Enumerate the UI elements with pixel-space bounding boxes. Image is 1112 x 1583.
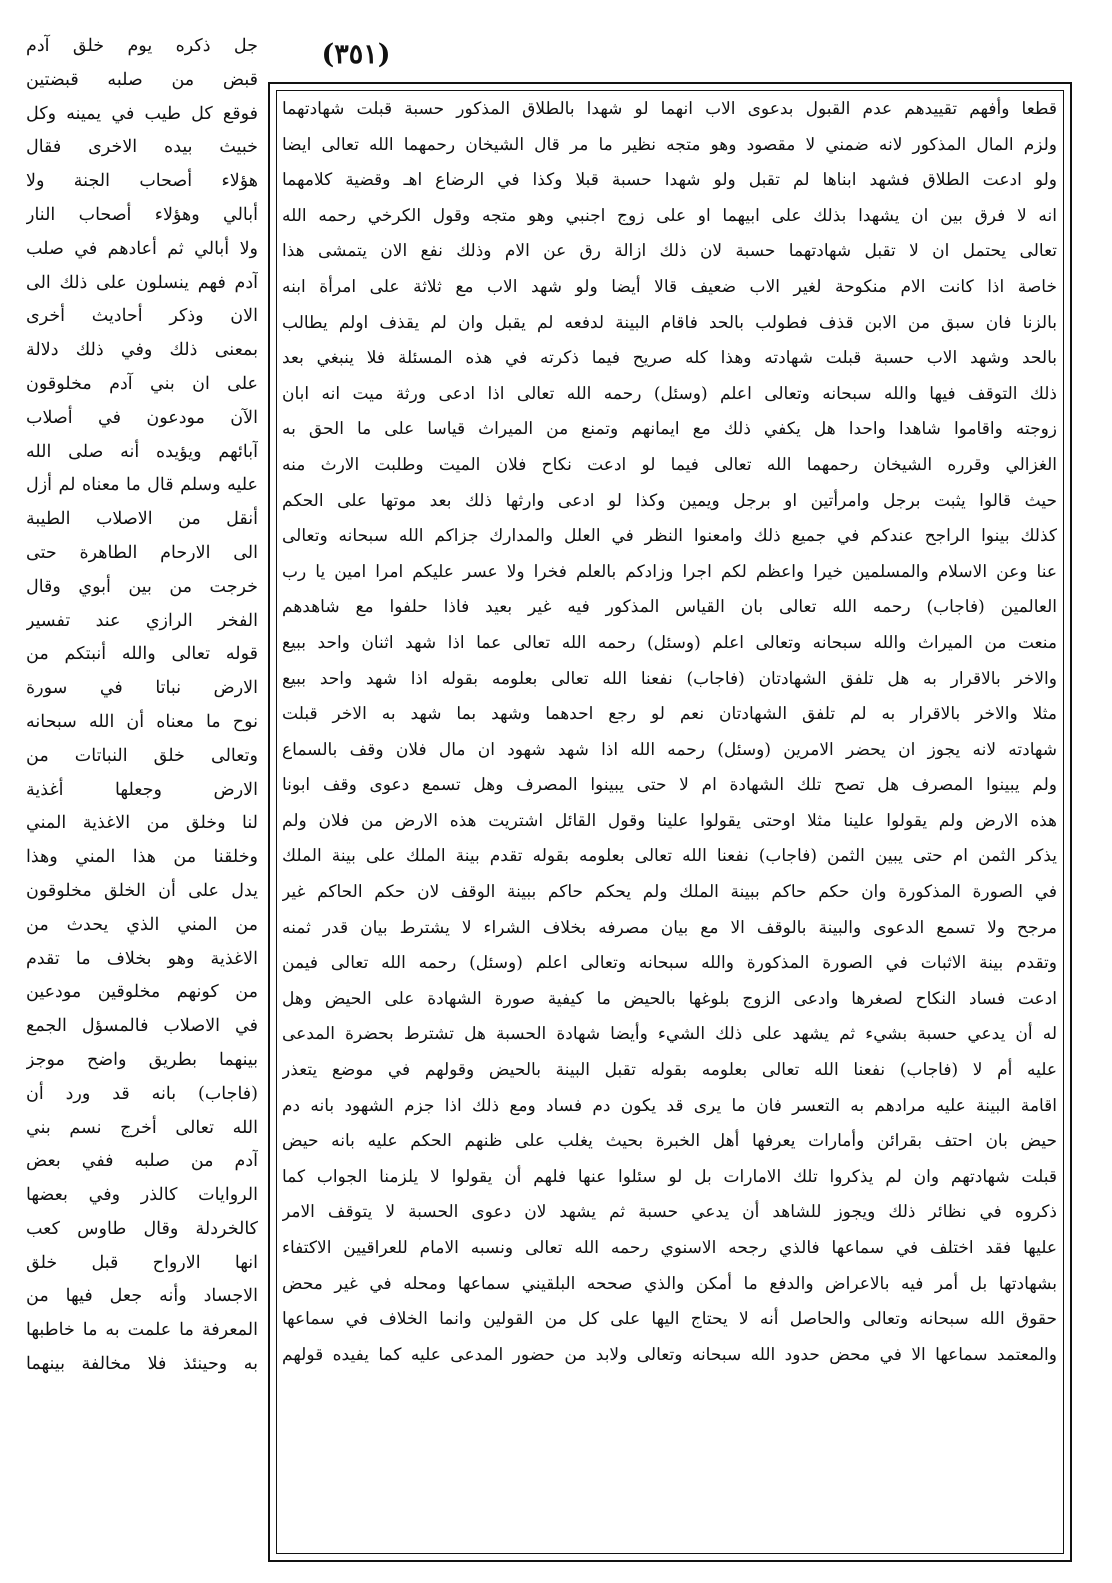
main-text-line: كذلك بينوا الراجح عندكم في جميع ذلك وامعنوا النظر في العلل والمدارك جزاكم الله سبحانه وتعالى — [282, 526, 1057, 547]
side-column-line: المعرفة ما علمت به ما خاطبها — [26, 1320, 258, 1341]
main-text-line: قطعا وأفهم تقييدهم عدم القبول بدعوى الاب انهما لو شهدا بالطلاق المذكور حسبة قبلت شهادتهما — [282, 99, 1057, 119]
page-number: (٣٥١) — [321, 39, 391, 70]
side-column-line: على ان بني آدم مخلوقون — [26, 373, 258, 394]
side-column-line: من كونهم مخلوقين مودعين — [26, 982, 258, 1003]
side-column-line: وتعالى خلق النباتات من — [26, 745, 258, 766]
main-text-line: حيض بان احتف بقرائن وأمارات يعرفها أهل الخبرة بحيث يغلب على ظنهم الحكم عليه بانه حيض — [282, 1131, 1057, 1152]
main-text-line: زوجته واقاموا شاهدا واحدا هل يكفي ذلك مع ايمانهم وتمنع من الميراث قياسا على ما الحق به — [282, 419, 1057, 440]
side-column-line: الروايات كالذر وفي بعضها — [26, 1185, 258, 1206]
side-column-line: الى الارحام الطاهرة حتى — [26, 542, 258, 563]
main-text-line: والمعتمد سماعها الا في محض حدود الله سبحانه وتعالى ولابد من حضور المدعى عليه كما يفيده قولهم — [282, 1344, 1057, 1365]
main-text-line: العالمين (فاجاب) رحمه الله تعالى بان القياس المذكور فيه غير بعيد فاذا حلفوا مع شاهدهم — [282, 597, 1057, 618]
side-column-line: الفخر الرازي عند تفسير — [26, 610, 258, 631]
main-text-line: ذلك التوقف فيها والله سبحانه وتعالى اعلم (وسئل) رحمه الله تعالى اذا ادعى ورثة ميت انه ابان — [282, 383, 1057, 404]
side-column-line: بمعنى ذلك وفي ذلك دلالة — [26, 340, 258, 361]
main-text-line: بشهادتها بل أمر فيه بالاعراض والدفع ما أمكن والذي صححه البلقيني سماعها ومحله في غير محض — [282, 1273, 1057, 1294]
main-text-line: الغزالي وقرره الشيخان رحمهما الله تعالى فيما لو ادعت نكاح فلان الميت وطلبت الارث منه — [282, 454, 1057, 475]
side-column-line: قبض من صلبه قبضتين — [26, 69, 258, 90]
main-text-line — [282, 1373, 1057, 1409]
main-text-line — [282, 1409, 1057, 1445]
main-text-line: تعالى يحتمل ان لا تقبل شهادتهما حسبة لان ذلك ازالة رق عن الام وذلك نفع الان يتمشى هذا — [282, 241, 1057, 262]
main-text-line: بالزنا فان سبق من الابن قذف فطولب بالحد فاقام البينة لدفعه لم يقبل وان لم يقذف اولم يطالب — [282, 312, 1057, 333]
side-column-line: آبائهم ويؤيده أنه صلى الله — [26, 441, 258, 462]
side-column-line: ولا أبالي ثم أعادهم في صلب — [26, 238, 258, 259]
side-column-line: هؤلاء أصحاب الجنة ولا — [26, 171, 258, 192]
main-text-line: اقامة البينة عليه مرادهم به التعسر فان ما يرى قد يكون دم فساد ومع ذلك اذا جزم الشهود بانه دم — [282, 1095, 1057, 1116]
side-column-line: الارض وجعلها أغذية — [26, 779, 258, 800]
main-text-line: هذه الارض ولم يقولوا علينا مثلا اوحتى يقولوا علينا وقول القائل اشتريت هذه الارض من فلان ولم — [282, 810, 1057, 831]
main-text-line: بالحد وشهد الاب حسبة قبلت شهادته وهذا كله صريح فيما ذكرته في هذه المسئلة فلا ينبغي بعد — [282, 348, 1057, 369]
side-column-line: يدل على أن الخلق مخلوقون — [26, 880, 258, 901]
main-text-line: عليه أم لا (فاجاب) نفعنا الله تعالى بعلومه بقوله تقبل البينة بالحيض وقولهم في موضع يتعذر — [282, 1060, 1057, 1081]
side-column-line: (فاجاب) بانه قد ورد أن — [26, 1083, 258, 1104]
main-text-line: حقوق الله سبحانه وتعالى والحاصل أنه لا يحتاج اليها على كل من القولين وانما الخلاف في سماعها — [282, 1309, 1057, 1330]
side-column-line: آدم فهم ينسلون على ذلك الى — [26, 272, 258, 293]
side-column-line: خرجت من بين أبوي وقال — [26, 576, 258, 597]
side-column-line: الارض نباتا في سورة — [26, 678, 258, 699]
side-column-line: الله تعالى أخرج نسم بني — [26, 1117, 258, 1138]
side-column-line: بينهما بطريق واضح موجز — [26, 1049, 258, 1070]
main-text-line: انه لا فرق بين ان يشهدا بذلك على ابيهما او على زوج اجنبي وهو متجه وقول الكرخي رحمه الله — [282, 205, 1057, 226]
side-column-line: الاجساد وأنه جعل فيها من — [26, 1286, 258, 1307]
side-column-line: آدم من صلبه ففي بعض — [26, 1151, 258, 1172]
side-column-line: وخلقنا من هذا المني وهذا — [26, 847, 258, 868]
side-column-line: انها الارواح قبل خلق — [26, 1252, 258, 1273]
main-text-line: منعت من الميراث والله سبحانه وتعالى اعلم (وسئل) رحمه الله تعالى عما اذا شهد اثنان واحد ببيع — [282, 632, 1057, 653]
side-column-line: به وحينئذ فلا مخالفة بينهما — [26, 1354, 258, 1375]
main-text-line: ولزم المال المذكور لانه ضمني لا مقصود وهو متجه نظير ما مر قال الشيخان رحمهما الله تعالى ايضا — [282, 134, 1057, 155]
main-text-line: له أن يدعي حسبة بشيء ثم يشهد على ذلك الشيء وأيضا شهادة الحسبة هل تشترط بحضرة المدعى — [282, 1024, 1057, 1045]
main-text-line: قبلت شهادتهم وان لم يذكروا تلك الامارات بل لو سئلوا عنها فلهم أن يقولوا لا يلزمنا الجواب كما — [282, 1166, 1057, 1187]
side-column-line: في الاصلاب فالمسؤل الجمع — [26, 1016, 258, 1037]
side-column-line: كالخردلة وقال طاوس كعب — [26, 1218, 258, 1239]
side-column — [26, 30, 258, 1550]
side-column-line: من المني الذي يحدث من — [26, 914, 258, 935]
side-column-line: أبالي وهؤلاء أصحاب النار — [26, 204, 258, 225]
main-text-line: عنا وعن الاسلام والمسلمين خيرا واعظم لكم اجرا وزادكم بالعلم فخرا ولا عسر عليكم امرا امين يا رب — [282, 561, 1057, 582]
side-column-line: أنقل من الاصلاب الطيبة — [26, 509, 258, 530]
main-text-line: عليها فقد اختلف في سماعها فالذي رجحه الاسنوي رحمه الله تعالى ونسبه الامام للعراقيين الاكتفاء — [282, 1238, 1057, 1258]
side-column-line: خبيث بيده الاخرى فقال — [26, 137, 258, 158]
side-column-line: لنا وخلق من الاغذية المني — [26, 813, 258, 834]
main-text-line: خاصة اذا كانت الام منكوحة لغير الاب ضعيف قالا أيضا ولو شهد الاب مع ثلاثة على امرأة ابنه — [282, 276, 1057, 297]
side-column-line: فوقع كل طيب في يمينه وكل — [26, 103, 258, 124]
main-text-line: ولم يبينوا المصرف هل تصح تلك الشهادة ام لا حتى يبينوا المصرف وهل تسمع دعوى وقف ابونا — [282, 775, 1057, 796]
main-text-line: ولو ادعت الطلاق فشهد ابناها لم تقبل ولو شهدا حسبة قبلا وكذا في الرضاع اهـ وقضية كلامهما — [282, 170, 1057, 191]
side-column-line: قوله تعالى والله أنبتكم من — [26, 644, 258, 665]
side-column-line: عليه وسلم قال ما معناه لم أزل — [26, 475, 258, 496]
main-text-line: في الصورة المذكورة وان حكم حاكم ببينة الملك ولم يحكم حاكم ببينة الوقف لان حكم الحاكم غير — [282, 882, 1057, 903]
side-column-line: الاغذية وهو بخلاف ما تقدم — [26, 948, 258, 969]
side-column-line: نوح ما معناه أن الله سبحانه — [26, 711, 258, 732]
main-text-column — [282, 92, 1057, 1552]
main-text-line: مرجح ولا تسمع الدعوى والبينة بالوقف الا مع بيان مصرفه بخلاف الشراء لا يشترط بيان قدر ثمنه — [282, 917, 1057, 938]
main-text-line: ذكروه في نظائر ذلك ويجوز للشاهد أن يدعي حسبة ثم يشهد لان دعوى الحسبة لا يتوقف الامر — [282, 1202, 1057, 1223]
side-column-line: الان وذكر أحاديث أخرى — [26, 306, 258, 327]
main-text-line: حيث قالوا يثبت برجل وامرأتين او برجل ويمين وكذا لو ادعى وارثها ذلك بعد موتها على الحكم — [282, 490, 1057, 511]
main-text-line: شهادته لانه يجوز ان يحضر الامرين (وسئل) رحمه الله اذا شهد شهود ان مال فلان وقف بالسماع — [282, 739, 1057, 760]
main-text-line: وتقدم بينة الاثبات في الصورة المذكورة والله سبحانه وتعالى اعلم (وسئل) رحمه الله تعالى فيمن — [282, 953, 1057, 974]
side-column-line: جل ذكره يوم خلق آدم — [26, 36, 258, 56]
main-text-line: ادعت فساد النكاح لصغرها وادعى الزوج بلوغها بالحيض ما كيفية صورة الشهادة على الحيض وهل — [282, 988, 1057, 1009]
side-column-line: الآن مودعون في أصلاب — [26, 407, 258, 428]
main-text-line: والاخر بالاقرار به هل تلفق الشهادتان (فاجاب) نفعنا الله تعالى بعلومه بقوله اذا شهد واحد ببيع — [282, 668, 1057, 689]
main-text-line: مثلا والاخر بالاقرار به لم تلفق الشهادتان نعم لو رجع احدهما وشهد بما شهد به الاخر قبلت — [282, 704, 1057, 725]
main-text-line: يذكر الثمن ام حتى يبين الثمن (فاجاب) نفعنا الله تعالى بعلومه بقوله تقدم بينة الملك على بينة الملك — [282, 846, 1057, 867]
